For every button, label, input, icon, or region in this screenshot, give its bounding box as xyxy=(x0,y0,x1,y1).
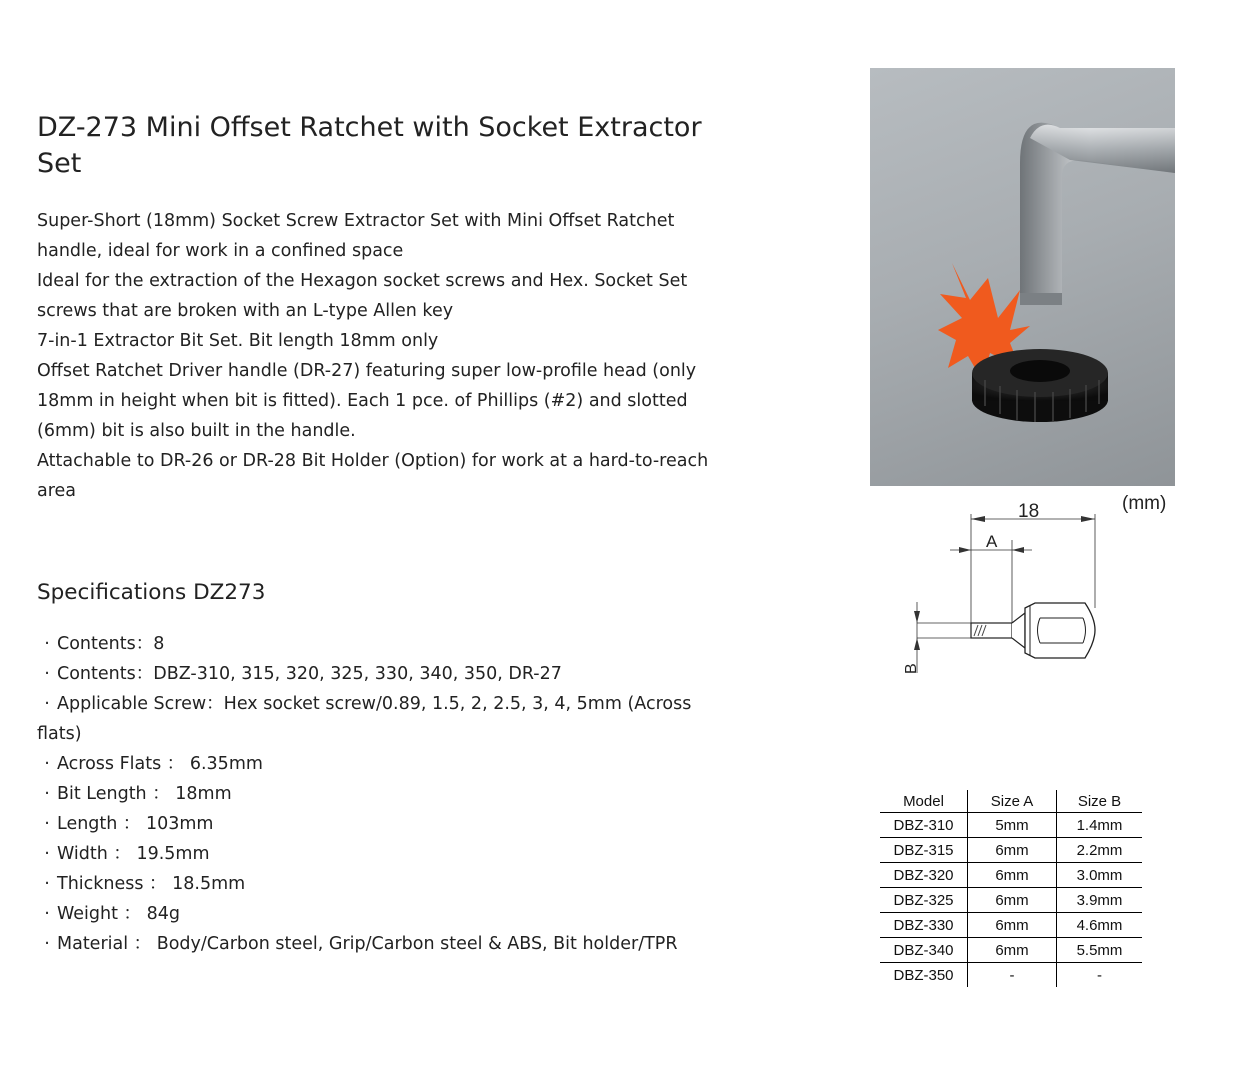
column-header: Size A xyxy=(968,790,1057,813)
arrow-icon xyxy=(1012,547,1024,553)
spec-text: Applicable Screw：Hex socket screw/0.89, 1.5, 2, 2.5, 3, 4, 5mm (Across flats) xyxy=(37,694,692,744)
size-a-cell: 6mm xyxy=(968,938,1057,963)
spec-item xyxy=(37,869,727,899)
spec-text: Width ： 19.5mm xyxy=(57,844,210,864)
description-line: Offset Ratchet Driver handle (DR-27) featuring super low-profile head (only 18mm in height when bit is fitted). Each 1 pce. of Phillips (#2) and slotted (6mm) bit is also built in the handle. xyxy=(37,361,697,441)
size-b-cell: 3.0mm xyxy=(1057,863,1143,888)
table-row xyxy=(880,963,1142,988)
unit-label: (mm) xyxy=(1122,493,1167,514)
bit-hex-shank-icon xyxy=(1025,603,1095,658)
bullet-icon: · xyxy=(44,904,50,924)
table-header-row xyxy=(880,790,1142,813)
size-b-cell: 4.6mm xyxy=(1057,913,1143,938)
spec-text: Weight ： 84g xyxy=(57,904,180,924)
table-row xyxy=(880,838,1142,863)
column-header: Model xyxy=(880,790,968,813)
arrow-icon xyxy=(914,611,920,623)
product-info xyxy=(37,110,737,506)
table-row xyxy=(880,938,1142,963)
size-a-cell: - xyxy=(968,963,1057,988)
description-line: Attachable to DR-26 or DR-28 Bit Holder (Option) for work at a hard-to-reach area xyxy=(37,451,709,501)
model-cell: DBZ-350 xyxy=(880,963,968,988)
spec-item xyxy=(37,659,727,689)
arrow-icon xyxy=(959,547,971,553)
spec-text: Length ： 103mm xyxy=(57,814,214,834)
size-a-cell: 6mm xyxy=(968,838,1057,863)
spec-item xyxy=(37,929,727,959)
photo-illustration xyxy=(870,68,1175,486)
size-a-cell: 6mm xyxy=(968,913,1057,938)
spec-text: Contents：DBZ-310, 315, 320, 325, 330, 340, 350, DR-27 xyxy=(57,664,562,684)
size-b-label: B xyxy=(903,663,920,674)
size-b-cell: - xyxy=(1097,966,1102,984)
bullet-icon: · xyxy=(44,754,50,774)
bullet-icon: · xyxy=(44,634,50,654)
bullet-icon: · xyxy=(44,874,50,894)
model-cell: DBZ-330 xyxy=(880,913,968,938)
model-cell: DBZ-320 xyxy=(880,863,968,888)
size-b-cell: 5.5mm xyxy=(1057,938,1143,963)
size-a-cell: 6mm xyxy=(968,888,1057,913)
model-cell: DBZ-325 xyxy=(880,888,968,913)
description-line: Super-Short (18mm) Socket Screw Extractor Set with Mini Offset Ratchet handle, ideal for work in a confined space xyxy=(37,211,675,261)
size-table xyxy=(880,790,1142,987)
size-a-cell: 6mm xyxy=(968,863,1057,888)
product-description xyxy=(37,206,737,506)
bullet-icon: · xyxy=(44,694,50,714)
size-b-cell: 1.4mm xyxy=(1057,813,1143,838)
bit-dimension-diagram xyxy=(890,488,1190,688)
bullet-icon: · xyxy=(44,934,50,954)
specifications-heading: Specifications DZ273 xyxy=(37,580,266,605)
description-line: 7-in-1 Extractor Bit Set. Bit length 18mm only xyxy=(37,331,439,351)
size-b-cell: 3.9mm xyxy=(1057,888,1143,913)
product-photo xyxy=(870,68,1175,486)
model-cell: DBZ-340 xyxy=(880,938,968,963)
table-row xyxy=(880,913,1142,938)
spec-item xyxy=(37,899,727,929)
bullet-icon: · xyxy=(44,844,50,864)
size-a-cell: 5mm xyxy=(968,813,1057,838)
arrow-icon xyxy=(1081,516,1095,522)
spec-item xyxy=(37,749,727,779)
arrow-icon xyxy=(914,638,920,650)
spec-text: Contents：8 xyxy=(57,634,165,654)
arrow-icon xyxy=(971,516,985,522)
table-row xyxy=(880,863,1142,888)
bullet-icon: · xyxy=(44,664,50,684)
spec-item xyxy=(37,689,727,749)
spec-text: Material ： Body/Carbon steel, Grip/Carbon steel & ABS, Bit holder/TPR xyxy=(57,934,678,954)
spec-text: Across Flats ： 6.35mm xyxy=(57,754,263,774)
model-cell: DBZ-315 xyxy=(880,838,968,863)
description-line: Ideal for the extraction of the Hexagon socket screws and Hex. Socket Set screws that are broken with an L-type Allen key xyxy=(37,271,688,321)
specifications-list xyxy=(37,629,727,959)
spec-text: Bit Length ： 18mm xyxy=(57,784,232,804)
column-header: Size B xyxy=(1057,790,1143,813)
spec-item xyxy=(37,779,727,809)
size-b-cell: 2.2mm xyxy=(1057,838,1143,863)
bit-tip-icon xyxy=(971,623,1012,638)
length-label: 18 xyxy=(1018,501,1040,522)
spec-item xyxy=(37,839,727,869)
bullet-icon: · xyxy=(44,784,50,804)
table-row xyxy=(880,813,1142,838)
spec-text: Thickness ： 18.5mm xyxy=(57,874,246,894)
spec-item xyxy=(37,809,727,839)
table-row xyxy=(880,888,1142,913)
model-cell: DBZ-310 xyxy=(880,813,968,838)
size-a-label: A xyxy=(986,532,998,551)
bullet-icon: · xyxy=(44,814,50,834)
product-title: DZ-273 Mini Offset Ratchet with Socket Extractor Set xyxy=(37,112,702,179)
spec-item xyxy=(37,629,727,659)
